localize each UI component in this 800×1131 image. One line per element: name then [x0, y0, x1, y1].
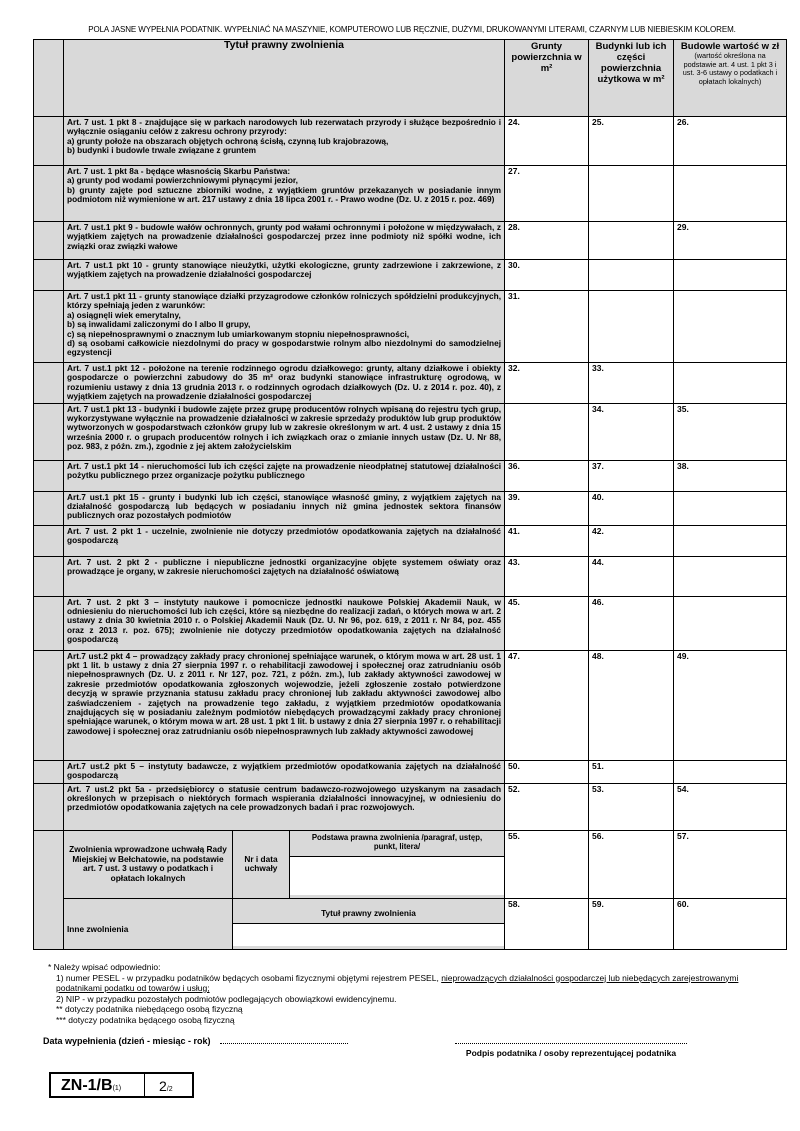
exemptions-table [33, 39, 787, 950]
exemption-row [34, 166, 787, 222]
signature-field[interactable] [455, 1043, 687, 1044]
amount-field[interactable] [589, 260, 674, 291]
amount-field[interactable] [674, 556, 787, 596]
exemption-description: Art. 7 ust.1 pkt 9 - budowle wałów ochronnych, grunty pod wałami ochronnymi i położone w międzywałach, z wyjątkiem zajętych na prowadzenie działalności gospodarczej przez inne podmioty niż spółki wodne, ich związki oraz związki wałowe [64, 222, 505, 260]
exemption-description: Art. 7 ust.1 pkt 14 - nieruchomości lub ich części zajęte na prowadzenie nieodpłatnej statutowej działalności pożytku publicznego przez organizacje pożytku publicznego [64, 460, 505, 491]
amount-field[interactable]: 47. [505, 650, 589, 760]
amount-field[interactable]: 41. [505, 525, 589, 556]
amount-field[interactable]: 29. [674, 222, 787, 260]
resolution-label: Zwolnienia wprowadzone uchwałą Rady Miejskiej w Bełchatowie, na podstawie art. 7 ust. 3 ustawy o podatkach i opłatach lokalnych [64, 830, 233, 898]
exemption-row [34, 403, 787, 460]
gray-margin [34, 650, 64, 760]
amount-field[interactable] [674, 525, 787, 556]
exemption-row [34, 260, 787, 291]
page-current: 2 [159, 1078, 167, 1094]
exemption-row [34, 783, 787, 830]
form-version: (1) [112, 1085, 122, 1092]
header-structures [674, 40, 787, 117]
amount-field[interactable] [589, 291, 674, 363]
amount-field[interactable]: 55. [505, 830, 589, 898]
other-title-label [233, 898, 505, 949]
header-row [34, 40, 787, 117]
amount-field[interactable]: 53. [589, 783, 674, 830]
amount-field[interactable]: 46. [589, 596, 674, 650]
gray-margin [34, 222, 64, 260]
amount-field[interactable]: 57. [674, 830, 787, 898]
header-buildings: Budynki lub ich części powierzchnia użytkowa w m² [589, 40, 674, 117]
amount-field[interactable] [674, 166, 787, 222]
date-label: Data wypełnienia (dzień - miesiąc - rok) [43, 1036, 211, 1046]
gray-margin [34, 830, 64, 949]
amount-field[interactable]: 37. [589, 460, 674, 491]
header-structures-title: Budowle wartość w zł [680, 41, 780, 52]
footnote-3: ** dotyczy podatnika niebędącego osobą fizyczną [56, 1004, 243, 1014]
gray-margin [34, 460, 64, 491]
exemption-row [34, 596, 787, 650]
other-title-field[interactable] [233, 923, 504, 946]
amount-field[interactable]: 58. [505, 898, 589, 949]
resolution-row [34, 830, 787, 898]
gray-margin [34, 556, 64, 596]
gray-margin [34, 260, 64, 291]
amount-field[interactable]: 52. [505, 783, 589, 830]
exemption-row [34, 491, 787, 525]
amount-field[interactable]: 28. [505, 222, 589, 260]
legal-basis-field[interactable] [290, 856, 504, 895]
other-title-text: Tytuł prawny zwolnienia [321, 907, 416, 918]
amount-field[interactable] [674, 596, 787, 650]
amount-field[interactable]: 24. [505, 117, 589, 166]
exemption-row [34, 291, 787, 363]
footnote-star: * Należy wpisać odpowiednio: [48, 962, 161, 972]
amount-field[interactable]: 40. [589, 491, 674, 525]
gray-margin [34, 783, 64, 830]
amount-field[interactable]: 30. [505, 260, 589, 291]
amount-field[interactable]: 39. [505, 491, 589, 525]
page-total: /2 [166, 1086, 173, 1093]
gray-margin [34, 117, 64, 166]
header-title: Tytuł prawny zwolnienia [64, 40, 505, 117]
amount-field[interactable]: 59. [589, 898, 674, 949]
footnote-1-text: 1) numer PESEL - w przypadku podatników będących osobami fizycznymi objętymi rejestrem PESEL, [56, 972, 442, 983]
exemption-description: Art.7 ust.2 pkt 5 – instytuty badawcze, z wyjątkiem przedmiotów opodatkowania zajętych na działalność gospodarczą [64, 760, 505, 783]
amount-field[interactable]: 34. [589, 403, 674, 460]
footnotes [48, 962, 768, 1025]
amount-field[interactable] [674, 291, 787, 363]
exemption-description: Art. 7 ust. 1 pkt 8a - będące własnością Skarbu Państwa: a) grunty pod wodami powierzchniowymi płynącymi jezior, b) grunty zajęte pod sztuczne zbiorniki wodne, z wyjątkiem gruntów przekazanych w posiadanie innym podmiotom niż wymienione w art. 217 ustawy z dnia 18 lipca 2001 r. - Prawo wodne (Dz. U. z 2015 r. poz. 469) [64, 166, 505, 222]
amount-field[interactable] [674, 760, 787, 783]
exemption-row [34, 525, 787, 556]
gray-margin [34, 291, 64, 363]
exemption-description: Art. 7 ust.1 pkt 11 - grunty stanowiące działki przyzagrodowe członków rolniczych spółdzielni produkcyjnych, którzy spełniają jeden z warunków: a) osiągnęli wiek emerytalny, b) są inwalidami zaliczonymi do I albo II grupy, c) są niepełnosprawnymi o znacznym lub umiarkowanym stopniu niepełnosprawności, d) są osobami całkowicie niezdolnymi do pracy w gospodarstwie rolnym albo niezdolnymi do samodzielnej egzystencji [64, 291, 505, 363]
amount-field[interactable] [674, 260, 787, 291]
amount-field[interactable] [505, 403, 589, 460]
gray-margin [34, 166, 64, 222]
exemption-description: Art. 7 ust. 2 pkt 3 – instytuty naukowe i pomocnicze jednostki naukowe Polskiej Akademii Nauk, w odniesieniu do nieruchomości lub ich części, które są niezbędne do realizacji zadań, o których mowa w art. 2 ustawy z dnia 30 kwietnia 2010 r. o Polskiej Akademii Nauk (Dz. U. Nr 96, poz. 619, z 2011 r. Nr 84, poz. 455 oraz z 2013 r. poz. 675); zwolnienie nie dotyczy przedmiotów opodatkowania zajętych na działalność gospodarczą [64, 596, 505, 650]
amount-field[interactable] [674, 363, 787, 404]
gray-margin [34, 596, 64, 650]
resolution-number-label: Nr i data uchwały [233, 830, 290, 898]
amount-field[interactable]: 35. [674, 403, 787, 460]
exemption-row [34, 650, 787, 760]
amount-field[interactable]: 50. [505, 760, 589, 783]
exemption-description: Art. 7 ust.1 pkt 12 - położone na terenie rodzinnego ogrodu działkowego: grunty, altany działkowe i obiekty gospodarcze o powierzchni zabudowy do 35 m² oraz budynki stanowiące infrastrukturę ogrodową, w rozumieniu ustawy z dnia 13 grudnia 2013 r. o rodzinnych ogrodach działkowych (Dz. U. z 2014 r. poz. 40), z wyjątkiem zajętych na prowadzenie działalności gospodarczej [64, 363, 505, 404]
instruction-text: POLA JASNE WYPEŁNIA PODATNIK. WYPEŁNIAĆ NA MASZYNIE, KOMPUTEROWO LUB RĘCZNIE, DUŻYMI, DRUKOWANYMI LITERAMI, CZARNYM LUB NIEBIESKIM KOLOREM. [88, 25, 736, 34]
gray-margin [34, 40, 64, 117]
amount-field[interactable]: 43. [505, 556, 589, 596]
amount-field[interactable]: 49. [674, 650, 787, 760]
amount-field[interactable]: 51. [589, 760, 674, 783]
amount-field[interactable]: 56. [589, 830, 674, 898]
header-structures-note: (wartość określona na podstawie art. 4 ust. 1 pkt 3 i ust. 3-6 ustawy o podatkach i opłatach lokalnych) [682, 51, 778, 86]
form-id-box [49, 1072, 194, 1098]
footnote-2: 2) NIP - w przypadku pozostałych podmiotów podlegających obowiązkowi ewidencyjnemu. [56, 993, 397, 1004]
legal-basis-label [290, 830, 505, 898]
amount-field[interactable] [589, 166, 674, 222]
exemption-description: Art. 7 ust. 2 pkt 2 - publiczne i niepubliczne jednostki organizacyjne objęte systemem oświaty oraz prowadzące je organy, w zakresie nieruchomości zajętych na działalność oświatową [64, 556, 505, 596]
exemption-description: Art. 7 ust.1 pkt 10 - grunty stanowiące nieużytki, użytki ekologiczne, grunty zadrzewione i zakrzewione, z wyjątkiem zajętych na prowadzenie działalności gospodarczej [64, 260, 505, 291]
amount-field[interactable]: 60. [674, 898, 787, 949]
amount-field[interactable]: 42. [589, 525, 674, 556]
footnote-4: *** dotyczy podatnika będącego osobą fizyczną [56, 1014, 235, 1025]
gray-margin [34, 491, 64, 525]
exemption-description: Art. 7 ust.1 pkt 13 - budynki i budowle zajęte przez grupę producentów rolnych wpisaną do rejestru tych grup, wykorzystywane wyłącznie na prowadzenie działalności w zakresie sprzedaży produktów lub grup produktów wytworzonych w gospodarstwach członków grupy lub w zakresie określonym w art. 4 ust. 2 ustawy z dnia 15 września 2000 r. o grupach producentów rolnych i ich związkach oraz o zmianie innych ustaw (Dz. U. Nr 88, poz. 983, z późn. zm.), zgodnie z jej aktem założycielskim [64, 403, 505, 460]
other-label [64, 898, 233, 949]
exemption-description: Art.7 ust.2 pkt 4 – prowadzący zakłady pracy chronionej spełniające warunek, o którym mowa w art. 28 ust. 1 pkt 1 lit. b ustawy z dnia 27 sierpnia 1997 r. o rehabilitacji zawodowej i społecznej oraz zatrudnianiu osób niepełnosprawnych (Dz. U. z 2011 r. Nr 127, poz. 721, z późn. zm.), lub zakłady aktywności zawodowej w zakresie przedmiotów opodatkowania zgłoszonych wojewodzie, jeżeli zgłoszenie zostało potwierdzone decyzją w sprawie przyznania statusu zakładu pracy chronionej lub zakładu aktywności zawodowej albo zaświadczeniem - zajętych na prowadzenie tego zakładu, z wyjątkiem przedmiotów opodatkowania znajdujących się w posiadaniu zależnym podmiotów niebędących prowadzącymi zakłady pracy chronionej spełniające warunek, o którym mowa w art. 28 ust. 1 pkt 1 lit. b ustawy z dnia 27 sierpnia 1997 r. o rehabilitacji zawodowej i społecznej oraz zatrudnianiu osób niepełnosprawnych lub zakłady aktywności zawodowej [64, 650, 505, 760]
footnote-1-underlined: nieprowadzących działalności gospodarczej lub niebędących zarejestrowanymi podatnikami podatku od towarów i usług; [56, 972, 739, 993]
amount-field[interactable]: 54. [674, 783, 787, 830]
page-number [159, 1078, 173, 1094]
date-field[interactable] [220, 1043, 348, 1044]
exemption-row [34, 363, 787, 404]
amount-field[interactable]: 48. [589, 650, 674, 760]
header-land: Grunty powierzchnia w m² [505, 40, 589, 117]
amount-field[interactable]: 32. [505, 363, 589, 404]
exemption-row [34, 117, 787, 166]
amount-field[interactable] [674, 491, 787, 525]
exemption-row [34, 222, 787, 260]
amount-field[interactable]: 33. [589, 363, 674, 404]
amount-field[interactable]: 31. [505, 291, 589, 363]
exemption-description: Art. 7 ust.2 pkt 5a - przedsiębiorcy o statusie centrum badawczo-rozwojowego uzyskanym na zasadach określonych w przepisach o niektórych formach wspierania działalności innowacyjnej, w odniesieniu do przedmiotów opodatkowania zajętych na cele prowadzonych badań i prac rozwojowych. [64, 783, 505, 830]
form-code [61, 1077, 121, 1095]
footnote-1 [48, 973, 768, 994]
legal-basis-text: Podstawa prawna zwolnienia /paragraf, ustęp, punkt, litera/ [311, 832, 483, 851]
exemption-description: Art. 7 ust. 2 pkt 1 - uczelnie, zwolnienie nie dotyczy przedmiotów opodatkowania zajętych na działalność gospodarczą [64, 525, 505, 556]
exemption-row [34, 760, 787, 783]
gray-margin [34, 525, 64, 556]
amount-field[interactable]: 26. [674, 117, 787, 166]
amount-field[interactable]: 36. [505, 460, 589, 491]
exemption-row [34, 556, 787, 596]
amount-field[interactable]: 27. [505, 166, 589, 222]
signature-label: Podpis podatnika / osoby reprezentującej podatnika [465, 1048, 677, 1058]
exemption-row [34, 460, 787, 491]
exemption-description: Art. 7 ust. 1 pkt 8 - znajdujące się w parkach narodowych lub rezerwatach przyrody i służące bezpośrednio i wyłącznie osiąganiu celów z zakresu ochrony przyrody: a) grunty położe na obszarach objętych ochroną ścisłą, czynną lub krajobrazową, b) budynki i budowle trwale związane z gruntem [64, 117, 505, 166]
other-exemptions-row [34, 898, 787, 949]
amount-field[interactable]: 44. [589, 556, 674, 596]
amount-field[interactable] [589, 222, 674, 260]
amount-field[interactable]: 25. [589, 117, 674, 166]
form-code-text: ZN-1/B [61, 1077, 113, 1094]
other-label-text: Inne zwolnienia [67, 924, 129, 935]
gray-margin [34, 760, 64, 783]
gray-margin [34, 403, 64, 460]
exemption-description: Art.7 ust.1 pkt 15 - grunty i budynki lub ich części, stanowiące własność gminy, z wyjątkiem zajętych na działalność gospodarczą lub będących w posiadaniu innych niż gmina jednostek sektora finansów publicznych oraz pozostałych podmiotów [64, 491, 505, 525]
amount-field[interactable]: 38. [674, 460, 787, 491]
form-divider [144, 1074, 145, 1096]
amount-field[interactable]: 45. [505, 596, 589, 650]
gray-margin [34, 363, 64, 404]
